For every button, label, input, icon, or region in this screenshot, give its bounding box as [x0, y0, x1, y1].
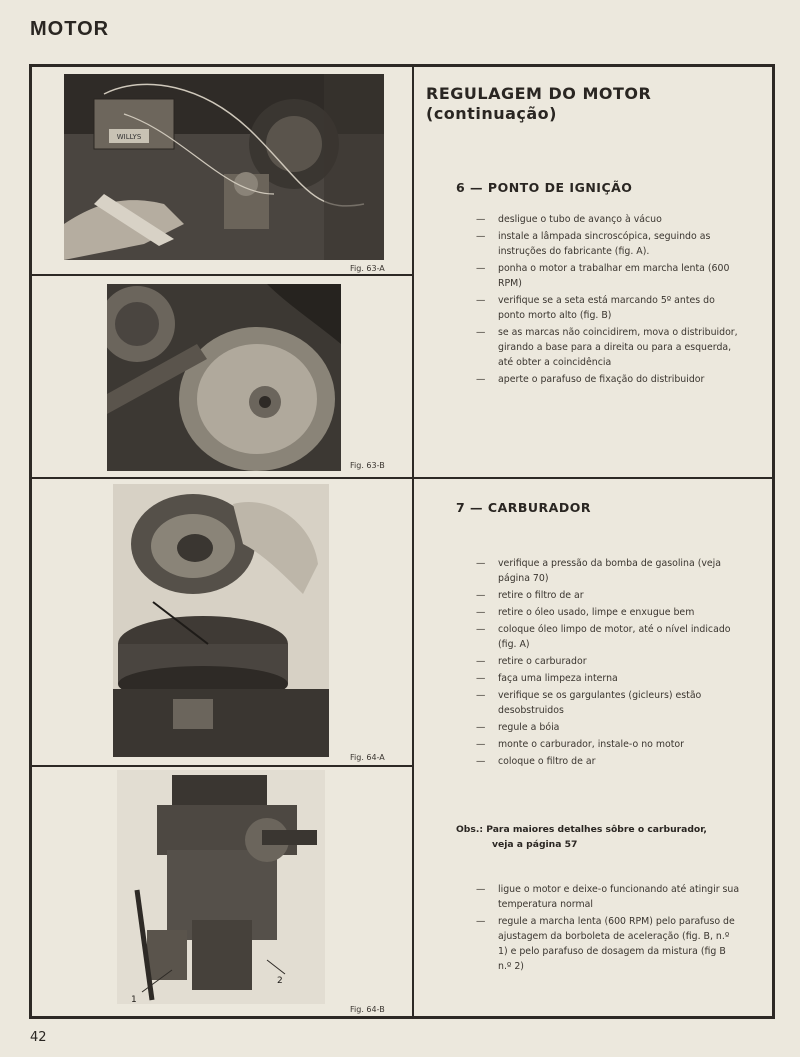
fig-64b-callout-2: 2: [277, 976, 283, 986]
obs-text-line1: Para maiores detalhes sôbre o carburador,: [486, 824, 707, 835]
list-item: — se as marcas não coincidirem, mova o distribuidor, girando a base para a direita ou para a esquerda, até obter a coincidência: [476, 327, 738, 368]
list-item: — verifique se os gargulantes (gicleurs) estão desobstruidos: [476, 690, 702, 716]
flywheel-image: [107, 284, 341, 471]
list-item: — retire o filtro de ar: [476, 590, 584, 601]
list-item: — coloque o filtro de ar: [476, 756, 596, 767]
obs-label: Obs.:: [456, 824, 484, 835]
obs-text-line2: veja a página 57: [492, 839, 578, 850]
list-item: — verifique a pressão da bomba de gasolina (veja página 70): [476, 558, 722, 584]
list-item: — aperte o parafuso de fixação do distribuidor: [476, 374, 705, 385]
list-item: — verifique se a seta está marcando 5º antes do ponto morto alto (fig. B): [476, 295, 715, 321]
page-number: 42: [30, 1030, 47, 1045]
list-item: — monte o carburador, instale-o no motor: [476, 739, 684, 750]
list-item: — regule a marcha lenta (600 RPM) pelo parafuso de ajustagem da borboleta de aceleração (fig. B, n.º 1) e pelo parafuso de dosagem da mistura (fig B n.º 2): [476, 916, 735, 972]
figure-divider-2: [32, 765, 414, 767]
list-item: — faça uma limpeza interna: [476, 673, 618, 684]
section7-heading: 7 — CARBURADOR: [456, 500, 591, 515]
list-item: — ponha o motor a trabalhar em marcha lenta (600 RPM): [476, 263, 730, 289]
section6-heading: 6 — PONTO DE IGNIÇÃO: [456, 180, 633, 195]
obs-note: [456, 822, 746, 852]
list-item: — instale a lâmpada sincroscópica, seguindo as instruções do fabricante (fig. A).: [476, 231, 711, 257]
section6-list: [476, 212, 740, 389]
fig-64a-photo: [113, 484, 329, 757]
fig-64b-photo: [117, 770, 325, 1004]
list-item: — retire o óleo usado, limpe e enxugue bem: [476, 607, 695, 618]
fig-63b-caption: Fig. 63-B: [350, 461, 385, 470]
figure-divider-1: [32, 274, 414, 276]
main-title: [426, 84, 651, 124]
fig-64a-caption: Fig. 64-A: [350, 753, 385, 762]
list-item: — regule a bóia: [476, 722, 560, 733]
engine-timing-light-image: [64, 74, 384, 260]
fig-63b-photo: [107, 284, 341, 471]
fig-63a-photo: [64, 74, 384, 260]
list-item: — desligue o tubo de avanço à vácuo: [476, 214, 662, 225]
section7-list-2: [476, 882, 740, 976]
column-divider: [412, 67, 414, 1016]
carburetor-image: [117, 770, 325, 1004]
fig-64b-callout-1: 1: [131, 995, 137, 1004]
main-title-line1: REGULAGEM DO MOTOR: [426, 84, 652, 103]
section7-list: [476, 556, 740, 771]
battery-brand-label: WILLYS: [116, 133, 142, 141]
fig-63a-caption: Fig. 63-A: [350, 264, 385, 273]
list-item: — retire o carburador: [476, 656, 587, 667]
list-item: — coloque óleo limpo de motor, até o nível indicado (fig. A): [476, 624, 731, 650]
list-item: — ligue o motor e deixe-o funcionando até atingir sua temperatura normal: [476, 884, 740, 910]
main-title-line2: (continuação): [426, 104, 557, 123]
page-header-title: MOTOR: [30, 18, 110, 40]
fig-64b-caption: Fig. 64-B: [350, 1005, 385, 1014]
air-filter-image: [113, 484, 329, 757]
section-divider: [32, 477, 772, 479]
